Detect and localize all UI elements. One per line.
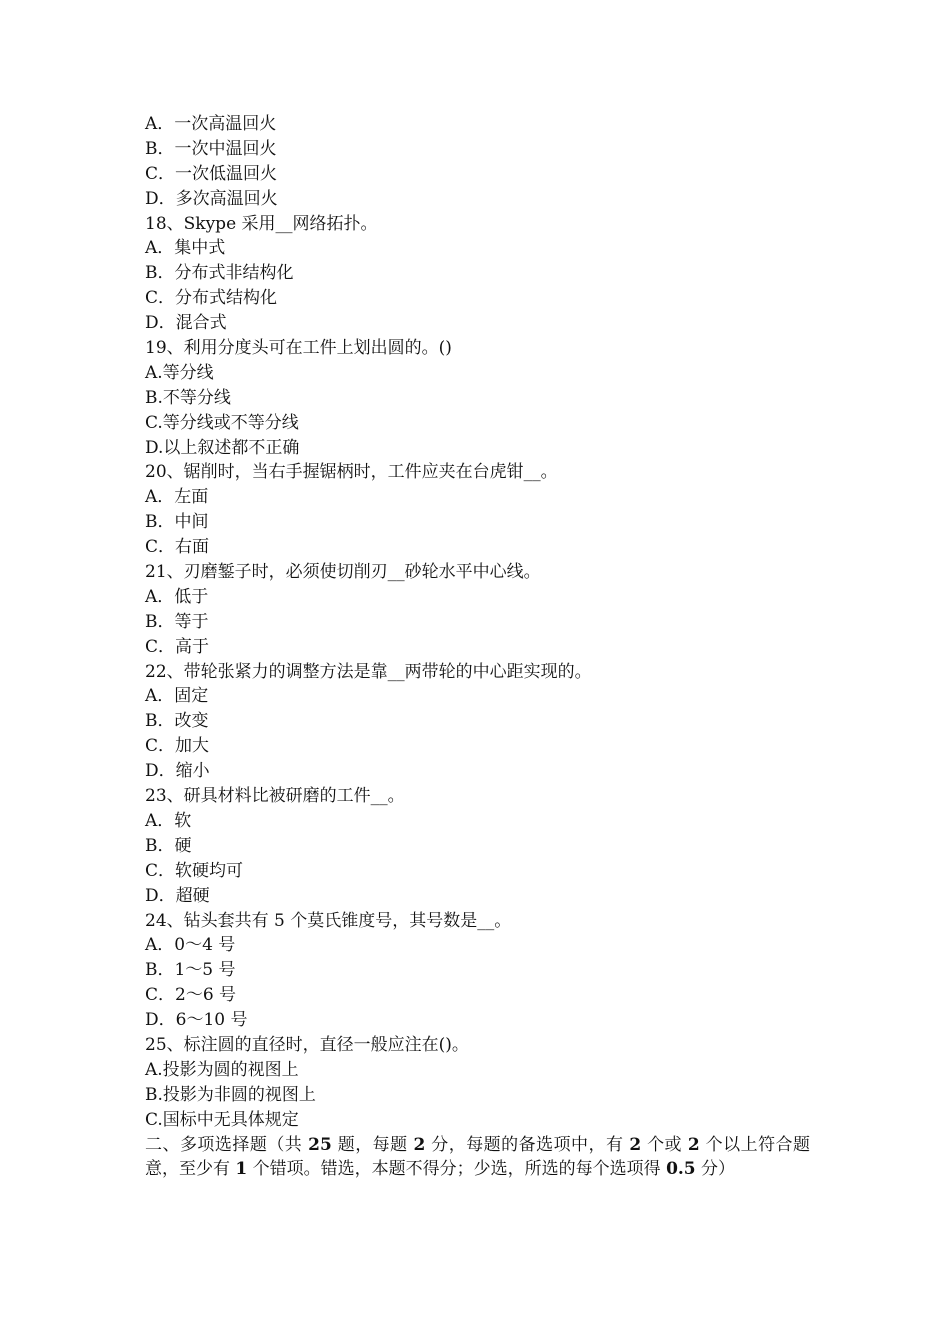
section-text-2: 题，每题 — [331, 1134, 414, 1155]
answer-option: C.国标中无具体规定 — [145, 1109, 299, 1130]
answer-option: B．等于 — [145, 611, 209, 632]
answer-option: A．固定 — [145, 686, 209, 707]
section-number-5: 1 — [235, 1159, 248, 1180]
question-stem: 18、Skype 采用__网络拓扑。 — [145, 213, 378, 234]
answer-option: D．多次高温回火 — [145, 188, 278, 209]
answer-option: D．6～10 号 — [145, 1010, 248, 1031]
section-number-1: 25 — [308, 1134, 332, 1155]
answer-option: D．缩小 — [145, 761, 210, 782]
question-stem: 21、刃磨錾子时，必须使切削刃__砂轮水平中心线。 — [145, 562, 541, 583]
answer-option: A.投影为圆的视图上 — [145, 1059, 299, 1080]
answer-option: B．一次中温回火 — [145, 138, 277, 159]
answer-option: C.等分线或不等分线 — [145, 412, 299, 433]
section-heading — [145, 1133, 810, 1183]
section-number-3: 2 — [629, 1134, 642, 1155]
section-number-6: 0.5 — [666, 1159, 696, 1180]
answer-option: B．1～5 号 — [145, 960, 236, 981]
section-number-4: 2 — [687, 1134, 700, 1155]
question-stem: 20、锯削时，当右手握锯柄时，工件应夹在台虎钳__。 — [145, 462, 558, 483]
answer-option: C．高于 — [145, 636, 210, 657]
question-stem: 19、利用分度头可在工件上划出圆的。() — [145, 338, 452, 359]
section-number-2: 2 — [413, 1134, 426, 1155]
answer-option: C．加大 — [145, 736, 210, 757]
answer-option: C．一次低温回火 — [145, 163, 278, 184]
answer-option: C．分布式结构化 — [145, 288, 278, 309]
section-text-7: 分） — [695, 1159, 736, 1180]
section-text-1: 二、多项选择题（共 — [145, 1134, 309, 1155]
section-text-6: 个错项。错选，本题不得分；少选，所选的每个选项得 — [247, 1159, 667, 1180]
question-stem: 24、钻头套共有 5 个莫氏锥度号，其号数是__。 — [145, 910, 512, 931]
answer-option: C．软硬均可 — [145, 860, 244, 881]
answer-option: C．2～6 号 — [145, 985, 237, 1006]
section-text-5: 个以上符合题意，至少有 — [145, 1134, 811, 1180]
question-list — [145, 112, 810, 1133]
answer-option: B．分布式非结构化 — [145, 263, 294, 284]
section-text-3: 分，每题的备选项中，有 — [425, 1134, 630, 1155]
section-text-4: 个或 — [641, 1134, 688, 1155]
answer-option: D．超硬 — [145, 885, 210, 906]
answer-option: B．中间 — [145, 512, 209, 533]
answer-option: A．0～4 号 — [145, 935, 236, 956]
answer-option: A．左面 — [145, 487, 209, 508]
answer-option: B.不等分线 — [145, 387, 231, 408]
question-stem: 25、标注圆的直径时，直径一般应注在()。 — [145, 1034, 469, 1055]
question-stem: 23、研具材料比被研磨的工件__。 — [145, 786, 405, 807]
answer-option: C．右面 — [145, 537, 210, 558]
document-page — [145, 112, 810, 1182]
question-stem: 22、带轮张紧力的调整方法是靠__两带轮的中心距实现的。 — [145, 661, 592, 682]
answer-option: D.以上叙述都不正确 — [145, 437, 300, 458]
answer-option: A．集中式 — [145, 238, 226, 259]
answer-option: A．一次高温回火 — [145, 114, 277, 134]
answer-option: D．混合式 — [145, 313, 227, 334]
answer-option: A．软 — [145, 810, 192, 831]
answer-option: B．硬 — [145, 835, 192, 856]
answer-option: B.投影为非圆的视图上 — [145, 1084, 316, 1105]
answer-option: A．低于 — [145, 586, 209, 607]
answer-option: A.等分线 — [145, 362, 214, 383]
answer-option: B．改变 — [145, 711, 209, 732]
